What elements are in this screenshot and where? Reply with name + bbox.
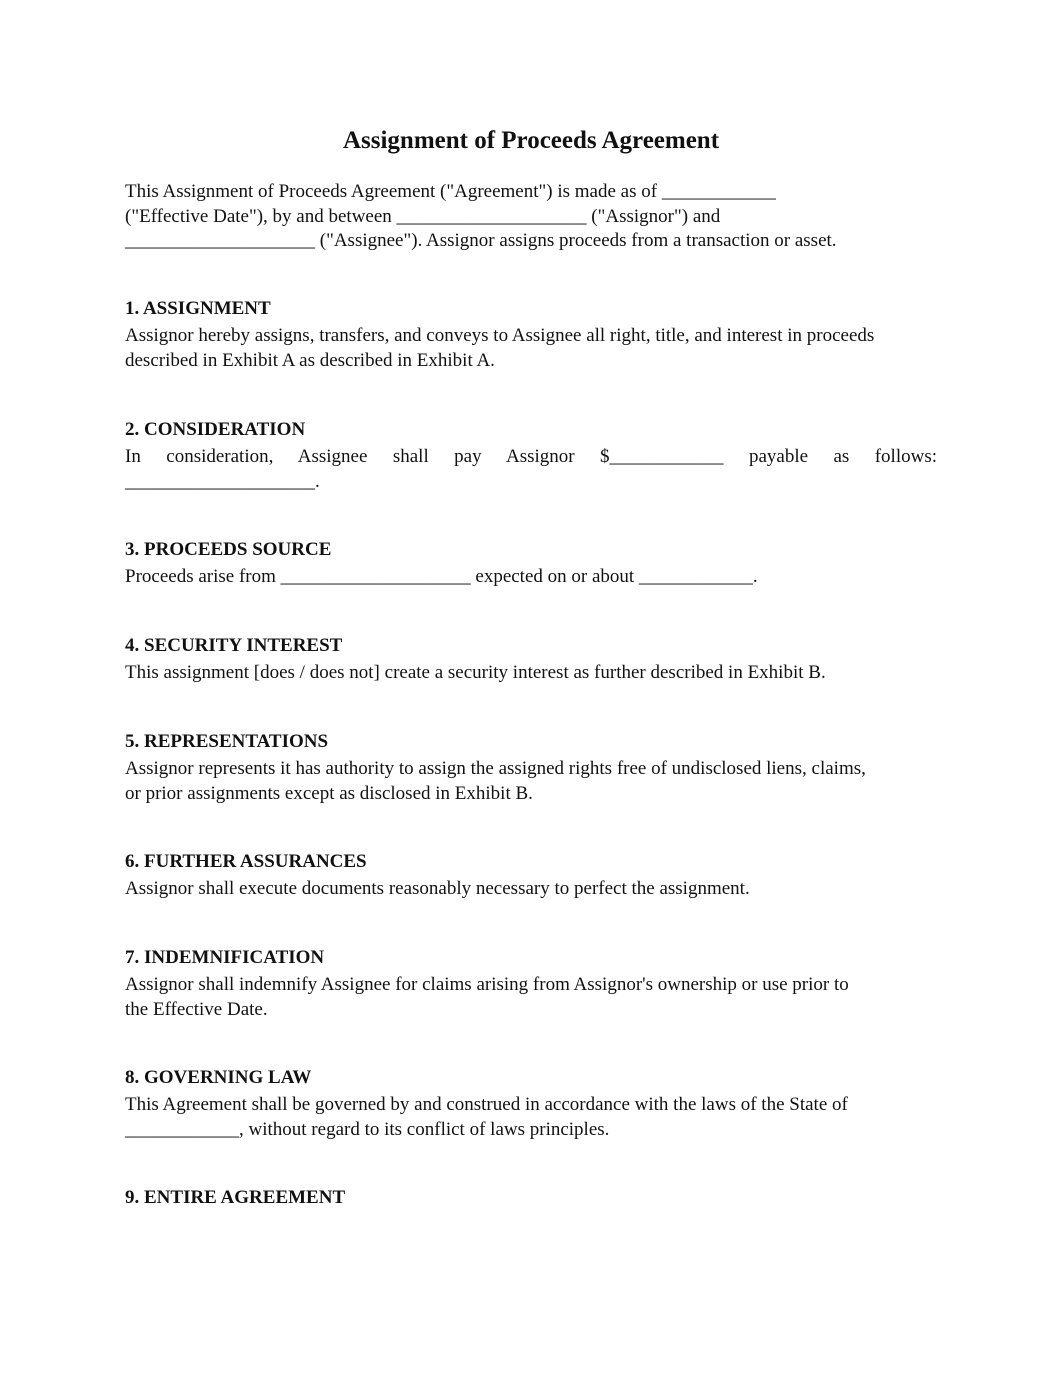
section-line: the Effective Date. xyxy=(125,998,268,1020)
section-body-security-interest xyxy=(125,661,937,686)
section-line: Proceeds arise from ____________________ expected on or about ____________. xyxy=(125,566,758,587)
section-heading-proceeds-source: 3. PROCEEDS SOURCE xyxy=(125,539,332,560)
section-body-governing-law xyxy=(125,1093,937,1142)
section-line: Assignor represents it has authority to assign the assigned rights free of undisclosed liens, claims, xyxy=(125,758,866,779)
section-body-indemnification xyxy=(125,973,937,1022)
section-heading-indemnification: 7. INDEMNIFICATION xyxy=(125,947,325,968)
section-heading-further-assurances: 6. FURTHER ASSURANCES xyxy=(125,851,367,872)
intro-line: ("Effective Date"), by and between ____________________ ("Assignor") and xyxy=(125,205,721,227)
section-heading-consideration: 2. CONSIDERATION xyxy=(125,419,306,440)
section-heading-governing-law: 8. GOVERNING LAW xyxy=(125,1067,312,1088)
section-heading-entire-agreement: 9. ENTIRE AGREEMENT xyxy=(125,1187,346,1208)
section-line: This Agreement shall be governed by and construed in accordance with the laws of the State of xyxy=(125,1094,848,1115)
section-body-representations xyxy=(125,757,937,806)
section-body-proceeds-source xyxy=(125,565,937,590)
intro-line: This Assignment of Proceeds Agreement ("Agreement") is made as of ____________ xyxy=(125,181,776,202)
section-line: ____________, without regard to its conflict of laws principles. xyxy=(125,1118,610,1140)
section-heading-security-interest: 4. SECURITY INTEREST xyxy=(125,635,343,656)
section-line: Assignor hereby assigns, transfers, and conveys to Assignee all right, title, and interest in proceeds xyxy=(125,325,875,346)
section-line: described in Exhibit A as described in Exhibit A. xyxy=(125,349,495,371)
intro-paragraph xyxy=(125,180,937,254)
document-title: Assignment of Proceeds Agreement xyxy=(342,127,720,154)
section-line: This assignment [does / does not] create a security interest as further described in Exhibit B. xyxy=(125,662,826,683)
section-line: In consideration, Assignee shall pay Assignor $____________ payable as follows: xyxy=(125,446,937,467)
section-body-assignment xyxy=(125,324,937,373)
section-line: ____________________. xyxy=(125,470,320,492)
section-body-further-assurances xyxy=(125,877,937,902)
section-line: Assignor shall execute documents reasonably necessary to perfect the assignment. xyxy=(125,878,750,899)
section-line: or prior assignments except as disclosed in Exhibit B. xyxy=(125,782,533,804)
section-body-consideration xyxy=(125,445,937,494)
section-heading-representations: 5. REPRESENTATIONS xyxy=(125,731,329,752)
section-line: Assignor shall indemnify Assignee for claims arising from Assignor's ownership or use prior to xyxy=(125,974,849,995)
intro-line: ____________________ ("Assignee"). Assignor assigns proceeds from a transaction or asset. xyxy=(125,230,837,251)
section-heading-assignment: 1. ASSIGNMENT xyxy=(125,298,271,319)
